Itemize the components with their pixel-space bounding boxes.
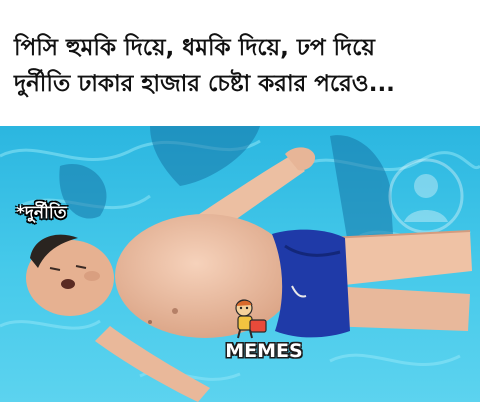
person-label: *দুর্নীতি xyxy=(16,203,67,223)
caption-line-2: দুর্নীতি ঢাকার হাজার চেষ্টা করার পরেও... xyxy=(14,71,395,97)
memes-logo xyxy=(222,296,306,362)
mascot-icon xyxy=(230,296,270,340)
logo-text: MEMES xyxy=(225,340,303,362)
caption-line-1: পিসি হুমকি দিয়ে, ধমকি দিয়ে, ঢপ দিয়ে xyxy=(14,35,375,61)
caption-banner xyxy=(0,0,480,126)
open-mouth xyxy=(61,279,75,289)
navel xyxy=(172,308,178,314)
